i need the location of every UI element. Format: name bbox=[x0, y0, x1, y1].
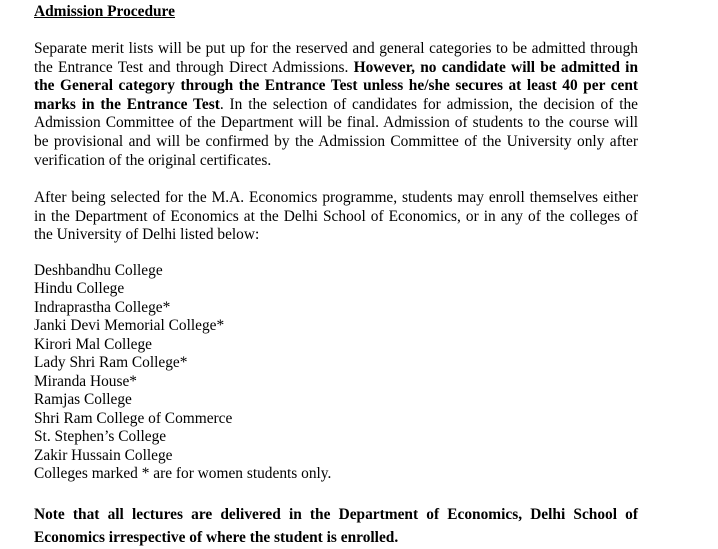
college-item: Miranda House* bbox=[34, 372, 138, 390]
admission-text-bold: However, no candidate will be admitted in the General category through the Entrance Test unless he/she secures at least 40 per cent marks in the Entrance Test bbox=[34, 58, 639, 113]
admission-text-part1: Separate merit lists will be put up for the reserved and general categories to be admitted through the Entrance Test and through Direct Admissions. bbox=[34, 40, 638, 76]
college-item: Lady Shri Ram College* bbox=[34, 354, 188, 372]
lectures-note: Note that all lectures are delivered in the Department of Economics, Delhi School of Economics irrespective of where the student is enrolled. bbox=[34, 505, 638, 546]
admission-paragraph bbox=[34, 40, 638, 170]
college-item: Hindu College bbox=[34, 280, 125, 298]
women-colleges-footnote: Colleges marked * are for women students only. bbox=[34, 465, 332, 483]
college-item: Janki Devi Memorial College* bbox=[34, 317, 225, 335]
section-heading: Admission Procedure bbox=[34, 3, 175, 20]
college-item: Shri Ram College of Commerce bbox=[34, 409, 233, 427]
college-item: Ramjas College bbox=[34, 391, 132, 409]
college-item: Indraprastha College* bbox=[34, 298, 171, 316]
college-item: St. Stephen’s College bbox=[34, 428, 167, 446]
college-list bbox=[34, 262, 638, 466]
college-item: Deshbandhu College bbox=[34, 261, 163, 279]
college-item: Zakir Hussain College bbox=[34, 446, 173, 464]
enrollment-paragraph: After being selected for the M.A. Economics programme, students may enroll themselves either in the Department of Economics at the Delhi School of Economics, or in any of the colleges of the University of Delhi listed below: bbox=[34, 189, 638, 244]
document-page bbox=[34, 0, 638, 549]
admission-text-part2: . In the selection of candidates for admission, the decision of the Admission Committee of the Department will be final. Admission of students to the course will be provisional and will be confirmed by the Admission Committee of the University only after verification of the original certificates. bbox=[34, 95, 638, 169]
college-item: Kirori Mal College bbox=[34, 335, 152, 353]
